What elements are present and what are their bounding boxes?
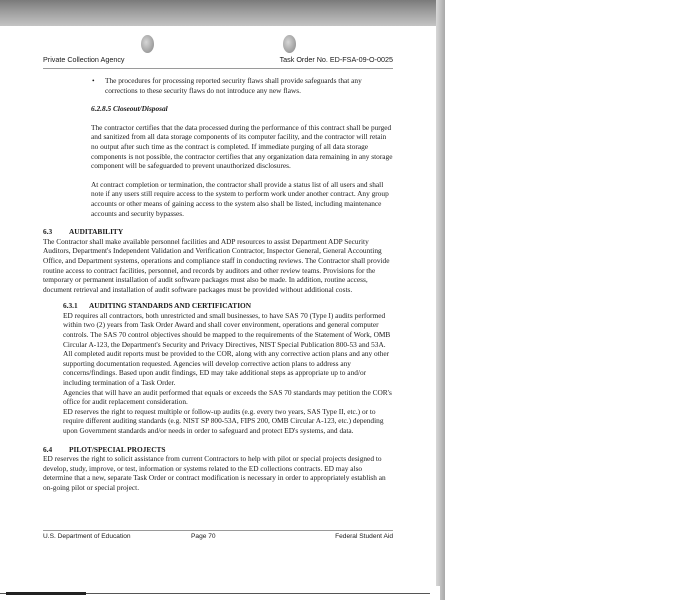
auditing-paragraph-2: Agencies that will have an audit performed that equals or exceeds the SAS 70 standards may petition the COR's office for audit replacement consideration. <box>63 387 392 407</box>
section-6-4-heading <box>43 445 393 455</box>
section-number: 6.4 <box>43 444 53 454</box>
bullet-dot: • <box>92 76 95 85</box>
auditing-paragraph-3: ED reserves the right to request multiple or follow-up audits (e.g. every two years, SAS Type II, etc.) or to require different auditing standards (e.g. NIST SP 800-53A, FIPS 200, OMB Circular A-123, etc.) depending upon Government standards and/or needs in order to safeguard and protect ED's systems, and data. <box>63 406 384 435</box>
closeout-paragraph-1: The contractor certifies that the data processed during the performance of this contract shall be purged and sanitized from all data storage components of its computer facility, and the contractor will retain no output after such time as the contract is completed. If immediate purging of all data storage components is not possible, the contractor certifies that any organization data remaining in any storage component will be safeguarded to prevent unauthorized disclosures. <box>91 122 393 171</box>
section-6-3-1-heading <box>63 301 393 311</box>
section-title: AUDITABILITY <box>69 227 124 237</box>
page-footer <box>43 533 393 543</box>
header-agency: Private Collection Agency <box>43 55 125 64</box>
punch-hole-right <box>283 35 296 53</box>
footer-page-number: Page 70 <box>191 533 216 540</box>
auditability-body: The Contractor shall make available personnel facilities and ADP resources to assist Department ADP Security Auditors, Department's Independent Validation and Verification Contractor, Inspector General, General Accounting Office, and Department systems, operations and compliance staff in conducting reviews. The Contractor shall provide routine access to contract facilities, personnel, and records by auditors and other review teams. Provisions for the temporary or permanent installation of audit software packages must also be made. In addition, routine access, document retrieval and installation of audit software packages must be provided without additional costs. <box>43 236 390 294</box>
footer-rule <box>43 530 393 531</box>
header-task-order: Task Order No. ED-FSA-09-O-0025 <box>279 55 393 64</box>
footer-office: Federal Student Aid <box>335 533 393 540</box>
scan-bottom-edge <box>0 586 440 600</box>
header-rule <box>43 68 393 69</box>
subsection-title: AUDITING STANDARDS AND CERTIFICATION <box>89 301 252 311</box>
page-body <box>43 76 393 493</box>
section-6-3-heading <box>43 227 393 237</box>
bullet-text: The procedures for processing reported security flaws shall provide safeguards that any corrections to these security flaws do not introduce any new flaws. <box>105 76 362 95</box>
security-flaw-bullet <box>91 76 393 95</box>
auditing-paragraph-1: ED requires all contractors, both unrestricted and small businesses, to have SAS 70 (Type I) audits performed within two (2) years from Task Order Award and shall cover environment, operations and general computer controls. The SAS 70 control objectives should be mapped to the requirements of the Statement of Work, OMB Circular A-123, the Department's Security and Privacy Directives, NIST Special Publication 800-53 and 53A. All completed audit reports must be provided to the COR, along with any corrective action plans and any other supporting documentation requested. Agencies will develop corrective action plans to address any concerns/findings. Based upon audit findings, ED may take additional steps as appropriate up to and/or including termination of a Task Order. <box>63 310 391 388</box>
scan-bottom-mark <box>6 592 86 595</box>
closeout-heading: 6.2.8.5 Closeout/Disposal <box>91 104 168 114</box>
scan-right-shadow <box>436 0 445 600</box>
punch-hole-left <box>141 35 154 53</box>
footer-department: U.S. Department of Education <box>43 533 131 540</box>
section-number: 6.3 <box>43 227 53 237</box>
closeout-paragraph-2: At contract completion or termination, the contractor shall provide a status list of all users and shall note if any users still require access to the system to perform work under another contract. Any group accounts or other means of gaining access to the system also shall be listed, including maintenance accounts and security bypasses. <box>91 179 389 218</box>
pilot-body: ED reserves the right to solicit assistance from current Contractors to help with pilot or special projects designed to develop, study, improve, or test, information or systems related to the ED collections contracts. ED may also determine that a new, separate Task Order or contract modification is necessary in order to appropriately establish an on-going pilot or special project. <box>43 454 386 492</box>
section-title: PILOT/SPECIAL PROJECTS <box>69 444 166 454</box>
scan-top-shadow <box>0 0 445 26</box>
page-header <box>43 55 393 67</box>
subsection-number: 6.3.1 <box>63 301 78 311</box>
